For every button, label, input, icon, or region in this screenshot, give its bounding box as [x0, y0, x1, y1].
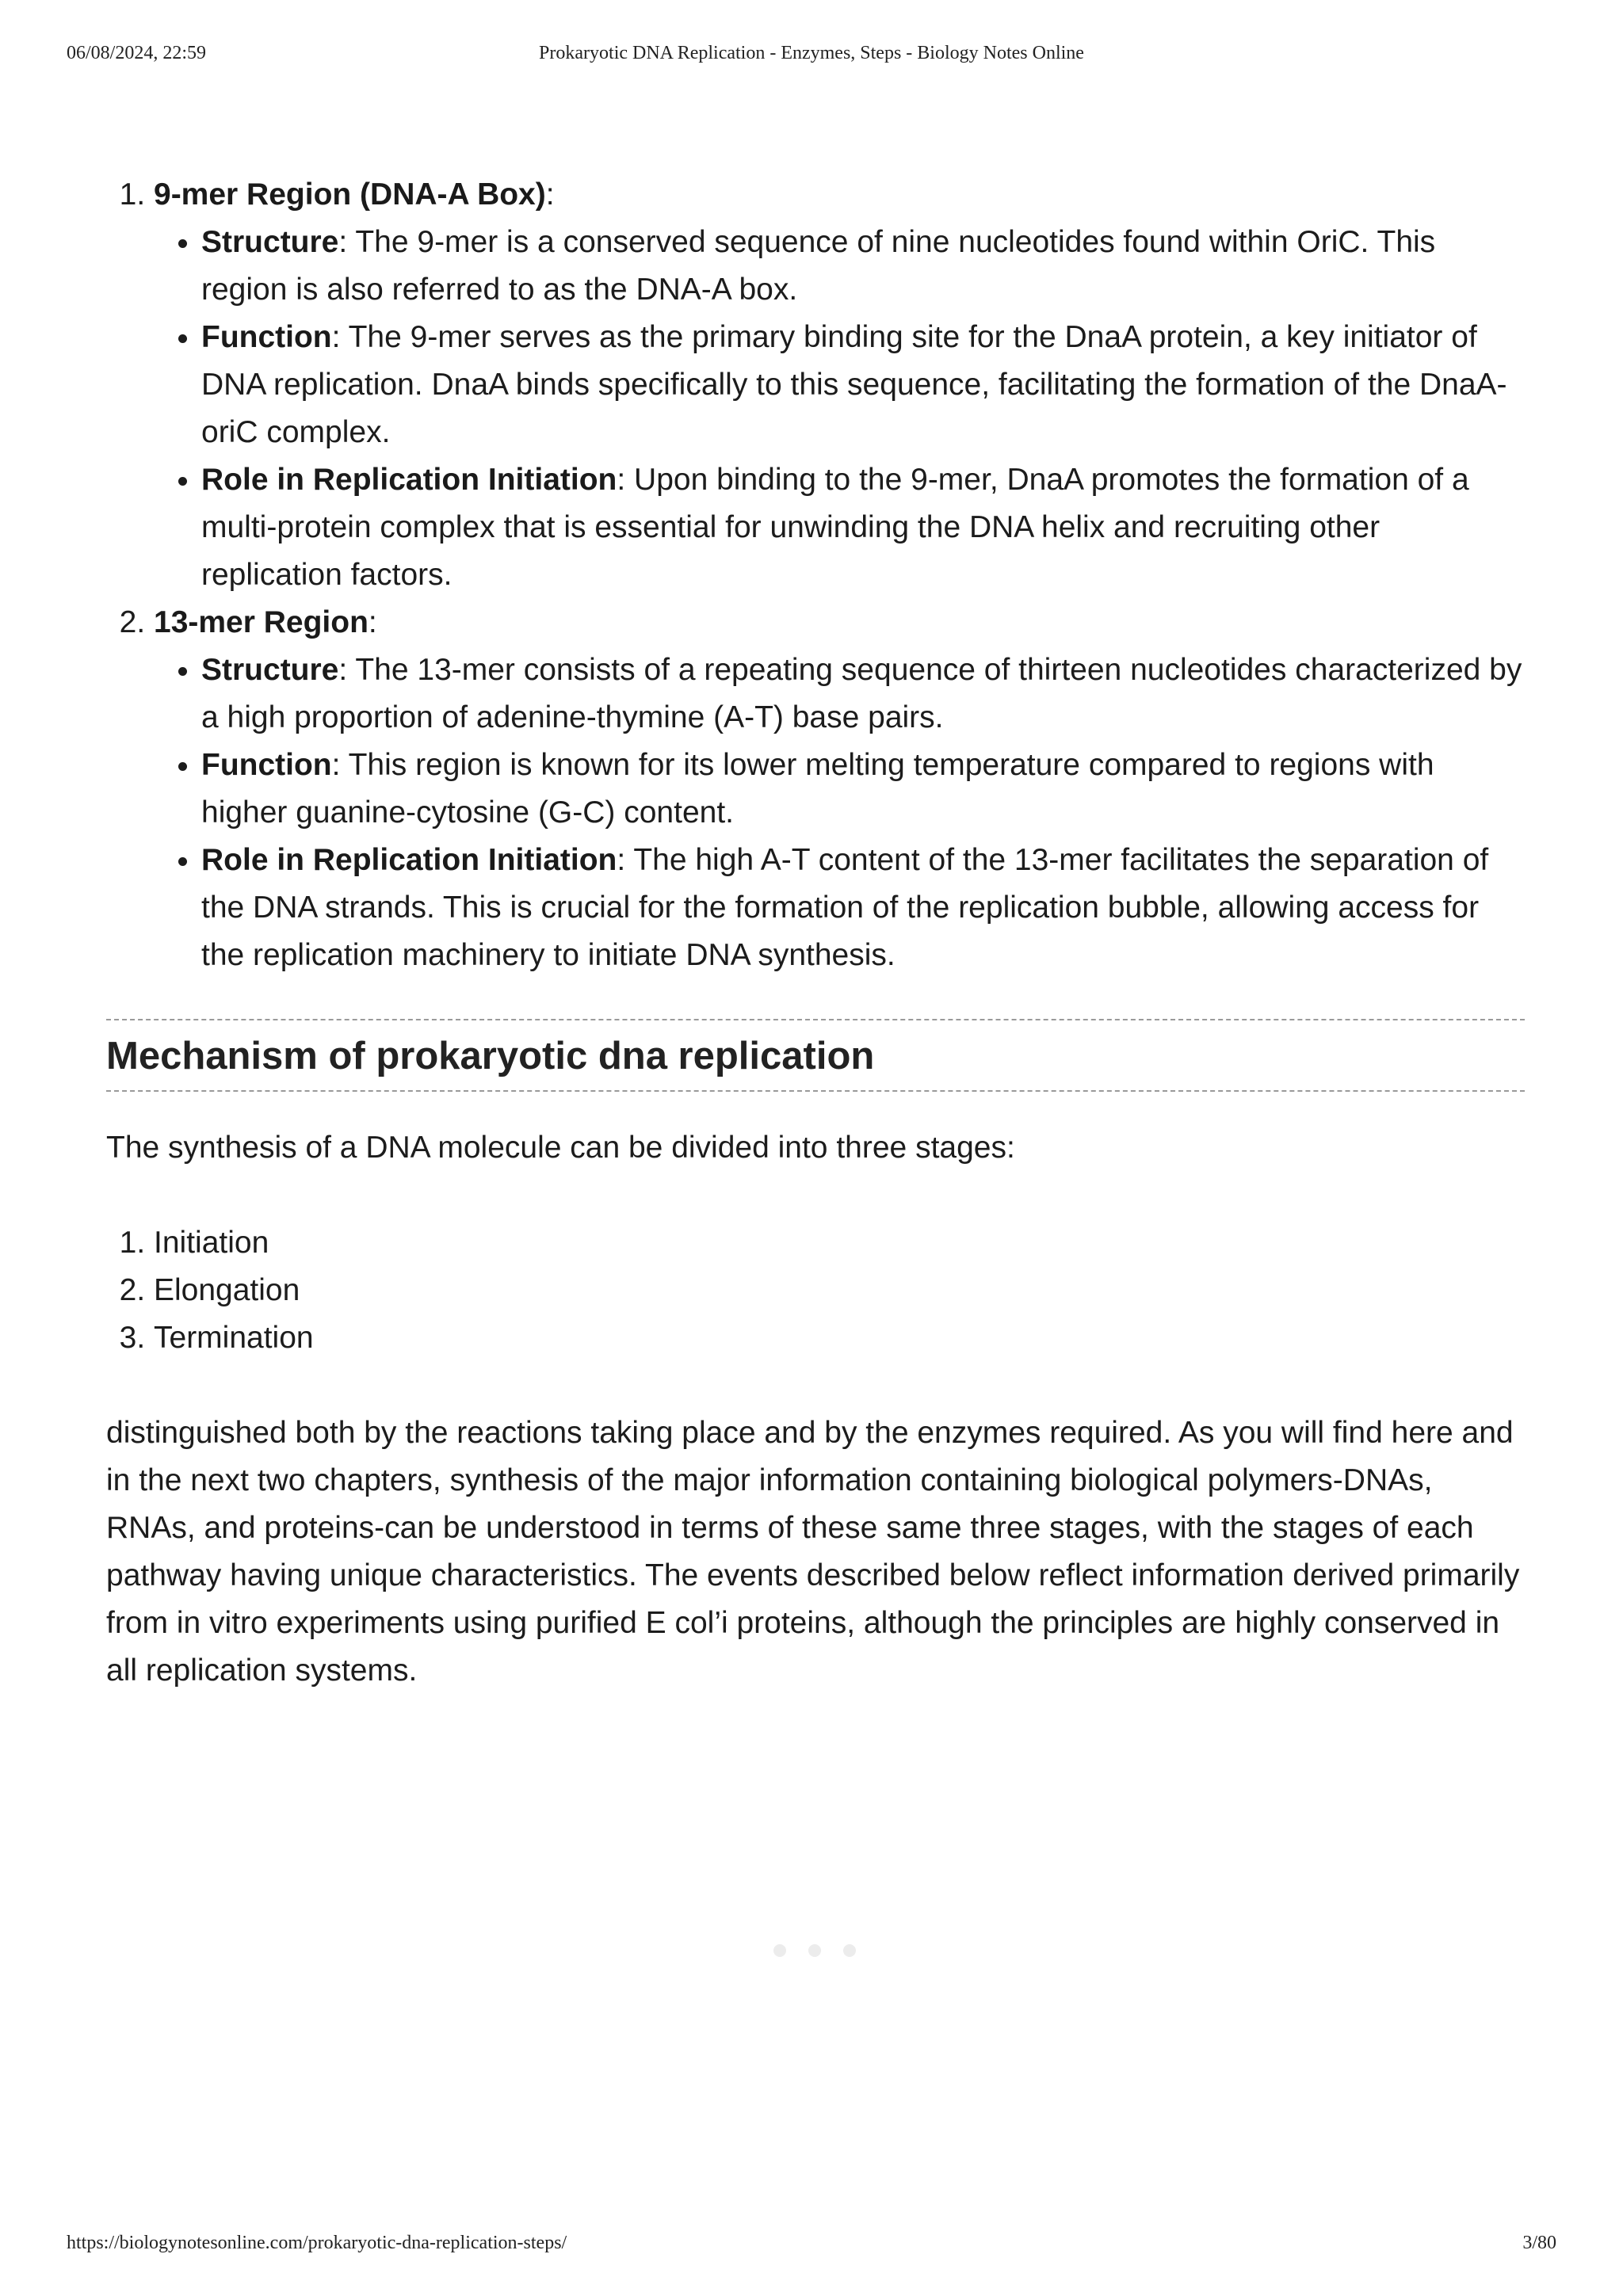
region-points [154, 646, 1525, 979]
stage-item: 3. Termination [154, 1314, 1525, 1362]
region-point [201, 742, 1525, 837]
point-label: Function [201, 320, 332, 354]
region-title: 13-mer Region [154, 605, 369, 639]
region-item-9mer: 1. 9-mer Region (DNA-A Box): • Structure: The 9-mer is a conserved sequence of nine nucleotides found within OriC. This region is also referred to as the DNA-A box. • Function: The 9-mer serves as the primary binding site for the DnaA protein, a key initiator of DNA replication. DnaA binds specifically to this sequence, facilitating the formation of the DnaA-oriC complex. • Role in Replication Initiation: Upon binding to the 9-mer, DnaA promotes the formation of a multi-protein complex that is essential for unwinding the DNA helix and recruiting other replication factors. [154, 171, 1525, 599]
loading-dots-icon [767, 1941, 862, 1960]
stage-list [106, 1219, 1525, 1362]
point-text: : Upon binding to the 9-mer, DnaA promotes the formation of a multi-protein complex that is essential for unwinding the DNA helix and recruiting other replication factors. [201, 463, 1469, 592]
point-text: : The 13-mer consists of a repeating sequence of thirteen nucleotides characterized by a high proportion of adenine-thymine (A-T) base pairs. [201, 653, 1522, 734]
point-text: : The 9-mer serves as the primary binding site for the DnaA protein, a key initiator of DNA replication. DnaA binds specifically to this sequence, facilitating the formation of the DnaA-oriC complex. [201, 320, 1507, 449]
stage-item: 1. Initiation [154, 1219, 1525, 1267]
article-content [106, 171, 1525, 1695]
print-url: https://biologynotesonline.com/prokaryotic-dna-replication-steps/ [67, 2233, 567, 2253]
point-text: : The high A-T content of the 13-mer facilitates the separation of the DNA strands. This is crucial for the formation of the replication bubble, allowing access for the replication machinery to initiate DNA synthesis. [201, 843, 1489, 972]
point-label: Role in Replication Initiation [201, 463, 617, 497]
body-paragraph: distinguished both by the reactions taking place and by the enzymes required. As you will find here and in the next two chapters, synthesis of the major information containing biological polymers-DNAs, RNAs, and proteins-can be understood in terms of these same three stages, with the stages of each pathway having unique characteristics. The events described below reflect information derived primarily from in vitro experiments using purified E col’i proteins, although the principles are highly conserved in all replication systems. [106, 1415, 1520, 1688]
point-text: : The 9-mer is a conserved sequence of nine nucleotides found within OriC. This region is also referred to as the DNA-A box. [201, 225, 1436, 307]
section-heading: Mechanism of prokaryotic dna replication [106, 1019, 1525, 1092]
oric-regions-list [106, 171, 1525, 979]
section-intro: The synthesis of a DNA molecule can be divided into three stages: [106, 1130, 1015, 1165]
region-title: 9-mer Region (DNA-A Box) [154, 177, 546, 212]
region-item-13mer: 2. 13-mer Region: • Structure: The 13-mer consists of a repeating sequence of thirteen nucleotides characterized by a high proportion of adenine-thymine (A-T) base pairs. • Function: This region is known for its lower melting temperature compared to regions with higher guanine-cytosine (G-C) content. • Role in Replication Initiation: The high A-T content of the 13-mer facilitates the separation of the DNA strands. This is crucial for the formation of the replication bubble, allowing access for the replication machinery to initiate DNA synthesis. [154, 599, 1525, 979]
print-footer [0, 2233, 1623, 2258]
print-datetime: 06/08/2024, 22:59 [67, 43, 207, 63]
region-point [201, 646, 1525, 742]
print-page-number: 3/80 [1522, 2233, 1556, 2253]
region-points [154, 219, 1525, 599]
region-point [201, 837, 1525, 979]
print-header [0, 43, 1623, 68]
print-page-title: Prokaryotic DNA Replication - Enzymes, Steps - Biology Notes Online [539, 43, 1084, 63]
stage-item: 2. Elongation [154, 1267, 1525, 1314]
point-label: Structure [201, 653, 339, 687]
region-point [201, 219, 1525, 314]
point-label: Structure [201, 225, 339, 259]
point-label: Function [201, 748, 332, 782]
point-label: Role in Replication Initiation [201, 843, 617, 877]
region-point [201, 314, 1525, 456]
point-text: : This region is known for its lower melting temperature compared to regions with higher guanine-cytosine (G-C) content. [201, 748, 1434, 830]
region-point [201, 456, 1525, 599]
